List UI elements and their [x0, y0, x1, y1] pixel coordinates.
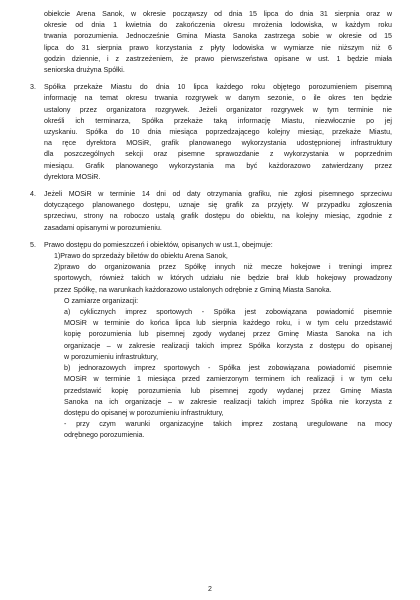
list-item-2-line: 2)prawo do organizowania przez Spółkę innych niż mecze hokejowe i treningi imprez [54, 263, 392, 272]
sub-item-b-line: dostępu do opisanej w porozumieniu infrastruktury, [64, 408, 224, 417]
sub-item-a-line: w porozumieniu infrastruktury, [64, 352, 159, 361]
text-line: zasadami opisanymi w porozumieniu. [44, 223, 162, 232]
continued-paragraph [44, 9, 392, 76]
text-line: na ręce dyrektora MOSiR, grafik planowanego wykorzystania udostępnionej infrastruktury [44, 139, 392, 148]
sub-item-b-line: b) jednorazowych imprez sportowych - Spółka jest zobowiązana powiadomić pisemnie [64, 364, 392, 373]
text-line: seniorska drużyna Spółki. [44, 66, 125, 75]
paragraph-number: 3. [30, 83, 36, 92]
paragraph-number: 5. [30, 240, 36, 249]
sub-item-a-line: organizacje – w zakresie realizacji takich imprez Spółka korzysta z dostępu do opisanej [64, 341, 392, 350]
sub-item-b-line: przedstawić kopię porozumienia lub pisemnej zgody wydanej przez Gminę Miasta [64, 386, 392, 395]
paragraph-4 [30, 189, 392, 234]
text-line: obiekcie Arena Sanok, w okresie począwszy od dnia 15 lipca do dnia 31 sierpnia oraz w [44, 10, 392, 18]
paragraph-5-lead: Prawo dostępu do pomieszczeń i obiektów, opisanych w ust.1, obejmuje: [44, 240, 273, 249]
text-line: trwania porozumienia. Jednocześnie Gmina Miasta Sanoka zastrzega sobie w okresie od 15 [44, 32, 392, 41]
sub-item-a-line: a) cyklicznych imprez sportowych - Spółka jest zobowiązana powiadomić pisemnie [64, 308, 392, 317]
sub-item-c-line: - przy czym warunki organizacyjne takich imprez zostaną uregulowane na mocy [64, 420, 392, 429]
paragraph-number: 4. [30, 190, 36, 199]
text-line: okresie od dnia 1 kwietnia do zakończenia okresu mrożenia lodowiska, w każdym roku [44, 21, 392, 30]
list-item-2-line: sportowych, również takich w których udziału nie będzie brał klub hokejowy prowadzony [54, 274, 392, 283]
sub-item-a-line: MOSiR w terminie do końca lipca lub sierpnia każdego roku, i w tym celu przedstawić [64, 319, 392, 328]
paragraph-5 [30, 240, 392, 442]
text-line: Jeżeli MOSiR w terminie 14 dni od daty otrzymania grafiku, nie zgłosi pisemnego sprzeciwu [44, 190, 392, 199]
text-line: określi ich terminarza, Spółka przekaże taką informację Miastu, niezwłocznie po jej [44, 116, 392, 125]
text-line: dyrektora MOSiR. [44, 172, 101, 181]
organization-label: O zamiarze organizacji: [64, 296, 139, 305]
text-line: informację na temat okresu trwania rozgrywek w danym sezonie, o ile okres ten będzie [44, 94, 392, 103]
text-line: uzyskaniu. Spółka do 10 dnia miesiąca poprzedzającego kolejny miesiąc, przekaże Miastu, [44, 128, 392, 137]
text-line: ustalony przez organizatora rozgrywek. Jeżeli organizator rozgrywek w tym terminie nie [44, 105, 392, 114]
text-line: dotyczącego planowanego dostępu, uznaje się grafik za przyjęty. W przypadku zgłoszenia [44, 201, 392, 210]
list-item-2-line: przez Spółkę, na warunkach każdorazowo ustalonych odrębnie z Gminą Miasta Sanoka. [54, 285, 332, 294]
text-line: dla poszczególnych sekcji oraz pisemne sprawozdanie z wykorzystania w poprzednim [44, 150, 392, 159]
page-number: 2 [208, 586, 212, 593]
text-line: lipca do 31 sierpnia prawo korzystania z płyty lodowiska w wymiarze nie niższym niż 6 [44, 43, 392, 52]
text-line: godzin dziennie, i z zastrzeżeniem, że prawo pierwszeństwa opisane w ust. 1 będzie miała [44, 54, 392, 63]
text-line: sprzeciwu, strony na roboczo ustalą grafik dostępu do obiektu, na kolejny miesiąc, zgodnie z [44, 212, 392, 221]
sub-item-a-line: kopię porozumienia lub pisemnej zgody wydanej przez Gminę Miasta Sanoka na ich [64, 330, 392, 339]
sub-item-b-line: Sanoka na ich organizacje – w zakresie realizacji takich imprez Spółka nie korzysta z [64, 397, 392, 406]
text-line: miesiącu. Grafik planowanego wykorzystania ma być każdorazowo zatwierdzany przez [44, 161, 392, 170]
sub-item-b-line: MOSiR w terminie 1 miesiąca przed zamierzonym terminem ich realizacji i w tym celu [64, 375, 392, 384]
text-line: Spółka przekaże Miastu do dnia 10 lipca każdego roku objętego porozumieniem pisemną [44, 83, 392, 92]
list-item-1: 1)Prawo do sprzedaży biletów do obiektu Arena Sanok, [54, 252, 228, 261]
paragraph-3 [30, 82, 392, 183]
sub-item-c-line: odrębnego porozumienia. [64, 431, 145, 440]
